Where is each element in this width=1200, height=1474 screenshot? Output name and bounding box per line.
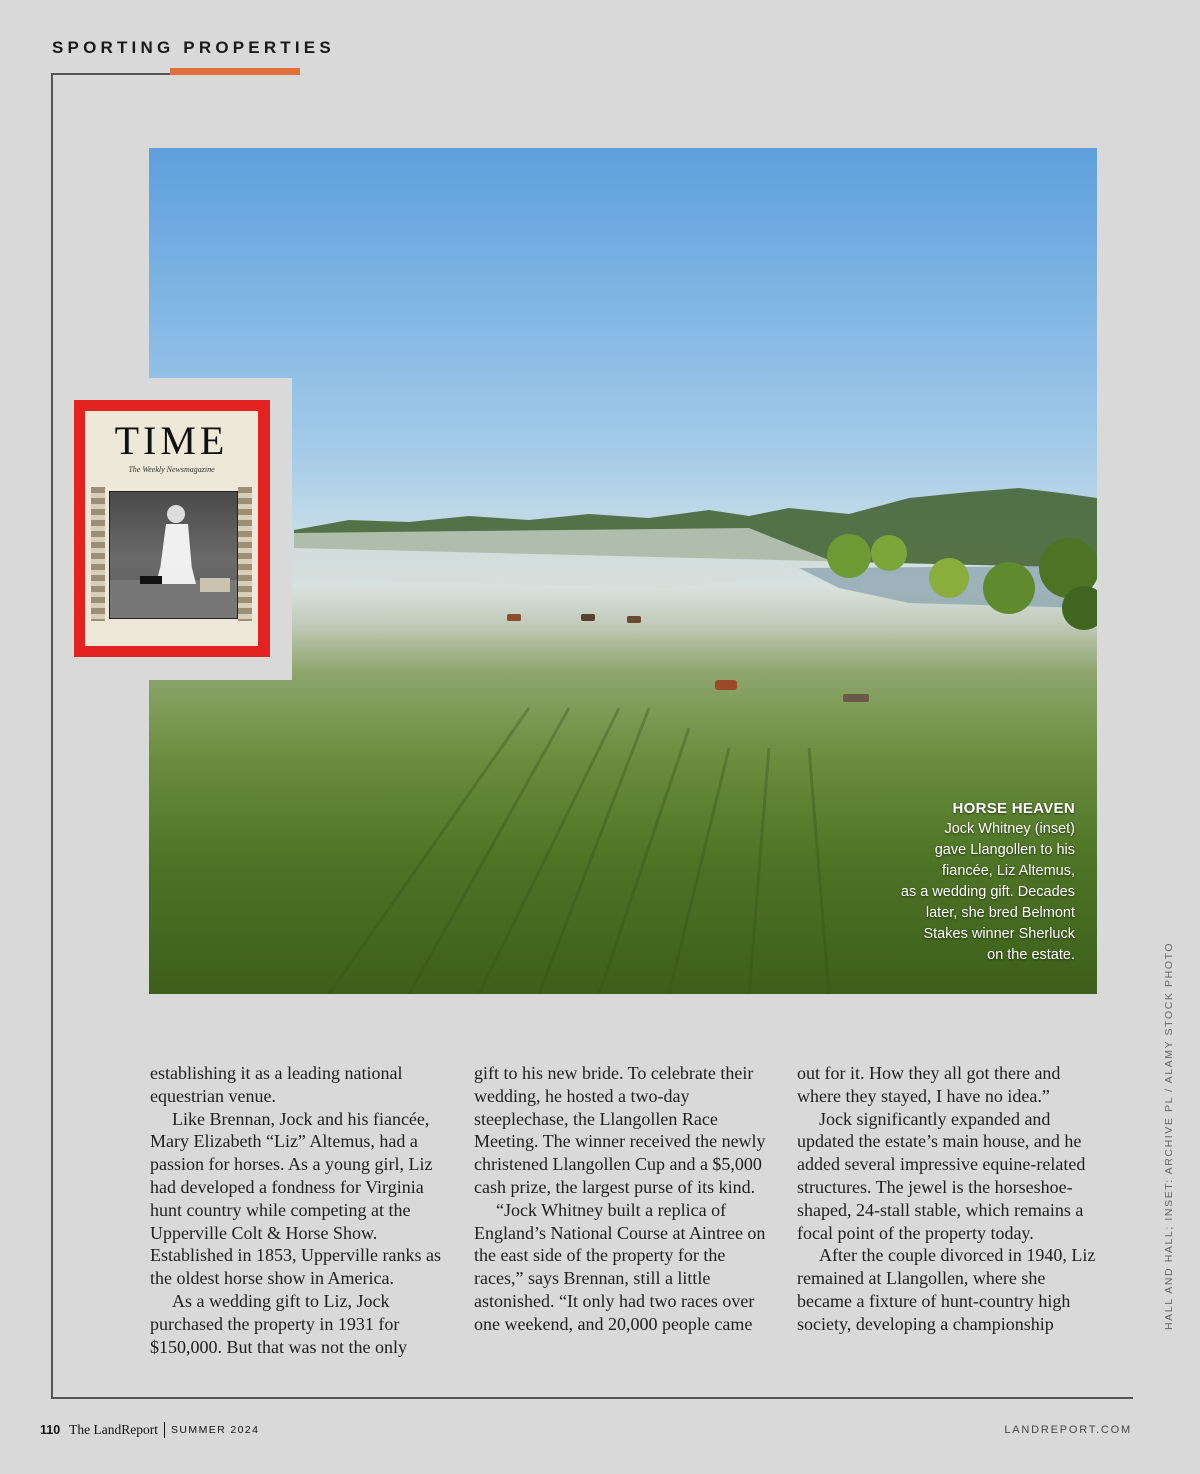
cover-ornament-left bbox=[91, 487, 105, 621]
frame-rule-top bbox=[51, 73, 170, 75]
publication-name: The LandReport bbox=[69, 1422, 159, 1437]
time-masthead: TIME bbox=[114, 418, 229, 463]
caption-line: Jock Whitney (inset) bbox=[944, 821, 1075, 837]
body-column-1 bbox=[150, 1062, 450, 1358]
photo-credit: HALL AND HALL; INSET: ARCHIVE PL / ALAMY STOCK PHOTO bbox=[1163, 941, 1175, 1330]
body-paragraph: gift to his new bride. To celebrate their wedding, he hosted a two-day steeplechase, the Llangollen Race Meeting. The winner received the newly christened Llangollen Cup and a $5,000 cash prize, the largest purse of its kind. bbox=[474, 1063, 766, 1197]
body-paragraph: establishing it as a leading national equestrian venue. bbox=[150, 1063, 403, 1106]
caption-line: later, she bred Belmont bbox=[925, 905, 1075, 921]
frame-rule-bottom bbox=[51, 1397, 1133, 1399]
time-subtitle: The Weekly Newsmagazine bbox=[128, 465, 215, 474]
caption-line: gave Llangollen to his bbox=[934, 842, 1075, 858]
caption-line: fiancée, Liz Altemus, bbox=[942, 863, 1075, 879]
cover-ornament-right bbox=[238, 487, 252, 621]
caption-line: Stakes winner Sherluck bbox=[923, 926, 1075, 942]
time-magazine-cover-inset bbox=[74, 400, 270, 657]
page-number: 110 bbox=[40, 1423, 61, 1437]
body-paragraph: “Jock Whitney built a replica of England’s National Course at Aintree on the east side of the property for the races,” says Brennan, still a little astonished. “It only had two races over one weekend, and 20,000 people came bbox=[474, 1199, 766, 1334]
caption-line: on the estate. bbox=[987, 947, 1075, 963]
section-accent-rule bbox=[170, 68, 300, 75]
body-paragraph: out for it. How they all got there and where they stayed, I have no idea.” bbox=[797, 1063, 1061, 1106]
photo-caption bbox=[835, 798, 1075, 966]
body-paragraph: Jock significantly expanded and updated the estate’s main house, and he added several impressive equine-related structures. The jewel is the horseshoe-shaped, 24-stall stable, which remains a focal point of the property today. bbox=[797, 1108, 1086, 1243]
folio-divider bbox=[164, 1422, 165, 1438]
body-paragraph: As a wedding gift to Liz, Jock purchased the property in 1931 for $150,000. But that was not the only bbox=[150, 1290, 407, 1357]
caption-title: HORSE HEAVEN bbox=[952, 800, 1075, 817]
frame-rule-left bbox=[51, 73, 53, 1399]
cover-portrait-photo bbox=[109, 491, 238, 619]
body-paragraph: Like Brennan, Jock and his fiancée, Mary Elizabeth “Liz” Altemus, had a passion for horses. As a young girl, Liz had developed a fondness for Virginia hunt country while competing at the Upperville Colt & Horse Show. Established in 1853, Upperville ranks as the oldest horse show in America. bbox=[150, 1108, 441, 1289]
body-column-3 bbox=[797, 1062, 1097, 1336]
section-label: SPORTING PROPERTIES bbox=[52, 38, 335, 57]
body-column-2 bbox=[474, 1062, 774, 1336]
body-paragraph: After the couple divorced in 1940, Liz remained at Llangollen, where she became a fixture of hunt-country high society, developing a championship bbox=[797, 1245, 1096, 1334]
website-link[interactable]: LANDREPORT.COM bbox=[1004, 1424, 1132, 1436]
issue-date: SUMMER 2024 bbox=[171, 1424, 260, 1436]
footer-folio bbox=[40, 1422, 259, 1438]
caption-line: as a wedding gift. Decades bbox=[900, 884, 1075, 900]
